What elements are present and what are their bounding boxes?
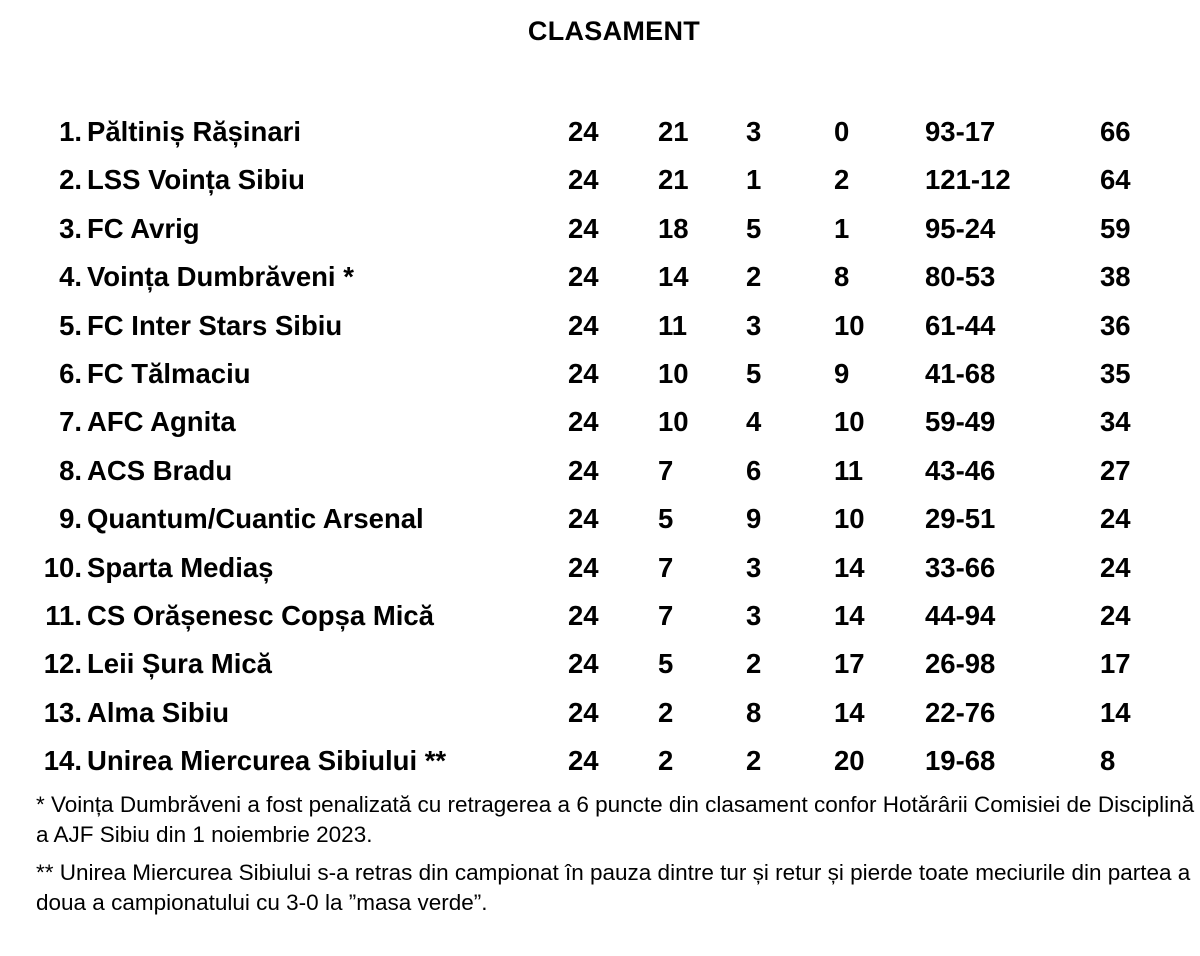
- team-name-cell: ACS Bradu: [87, 454, 233, 486]
- played-cell: 24: [568, 648, 599, 680]
- wins-cell: 5: [658, 648, 674, 680]
- goals-cell: 95-24: [925, 212, 996, 244]
- footnote-withdrawal: ** Unirea Miercurea Sibiului s-a retras din campionat în pauza dintre tur și retur și pierde toate meciurile din partea a doua a campionatului cu 3-0 la ”masa verde”.: [36, 860, 1191, 915]
- goals-cell: 22-76: [925, 696, 996, 728]
- losses-cell: 10: [834, 309, 865, 341]
- wins-cell: 10: [658, 406, 689, 438]
- goals-cell: 26-98: [925, 648, 996, 680]
- page-title: CLASAMENT: [527, 16, 701, 46]
- position-cell: 3.: [59, 212, 82, 244]
- played-cell: 24: [568, 357, 599, 389]
- standings-table: [0, 110, 1200, 787]
- played-cell: 24: [568, 261, 599, 293]
- draws-cell: 6: [746, 454, 762, 486]
- wins-cell: 14: [658, 261, 689, 293]
- position-cell: 6.: [59, 357, 82, 389]
- wins-cell: 7: [658, 599, 674, 631]
- points-cell: 17: [1100, 648, 1131, 680]
- played-cell: 24: [568, 212, 599, 244]
- draws-cell: 3: [746, 551, 762, 583]
- played-cell: 24: [568, 599, 599, 631]
- table-row: [0, 352, 1200, 400]
- goals-cell: 19-68: [925, 745, 996, 777]
- goals-cell: 80-53: [925, 261, 996, 293]
- draws-cell: 5: [746, 357, 762, 389]
- draws-cell: 2: [746, 261, 762, 293]
- goals-cell: 33-66: [925, 551, 996, 583]
- draws-cell: 2: [746, 745, 762, 777]
- team-name-cell: FC Inter Stars Sibiu: [87, 309, 343, 341]
- wins-cell: 21: [658, 164, 689, 196]
- played-cell: 24: [568, 745, 599, 777]
- position-cell: 13.: [43, 696, 82, 728]
- position-cell: 4.: [59, 261, 82, 293]
- points-cell: 35: [1100, 357, 1131, 389]
- points-cell: 24: [1100, 551, 1131, 583]
- table-row: [0, 739, 1200, 787]
- table-row: [0, 546, 1200, 594]
- losses-cell: 1: [834, 212, 850, 244]
- team-name-cell: Păltiniș Rășinari: [87, 116, 301, 147]
- points-cell: 8: [1100, 745, 1116, 777]
- played-cell: 24: [568, 116, 599, 147]
- table-row: [0, 449, 1200, 497]
- points-cell: 14: [1100, 696, 1131, 728]
- position-cell: 1.: [59, 116, 82, 147]
- position-cell: 11.: [45, 599, 82, 631]
- draws-cell: 8: [746, 696, 762, 728]
- wins-cell: 21: [658, 116, 689, 147]
- draws-cell: 4: [746, 406, 762, 438]
- draws-cell: 9: [746, 503, 762, 535]
- losses-cell: 11: [834, 454, 864, 486]
- points-cell: 38: [1100, 261, 1131, 293]
- table-row: [0, 691, 1200, 739]
- wins-cell: 18: [658, 212, 689, 244]
- draws-cell: 3: [746, 599, 762, 631]
- position-cell: 2.: [59, 164, 82, 196]
- points-cell: 59: [1100, 212, 1131, 244]
- table-row: [0, 304, 1200, 352]
- losses-cell: 8: [834, 261, 850, 293]
- wins-cell: 10: [658, 357, 689, 389]
- position-cell: 9.: [59, 503, 82, 535]
- played-cell: 24: [568, 551, 599, 583]
- draws-cell: 1: [746, 164, 762, 196]
- goals-cell: 121-12: [925, 164, 1011, 196]
- draws-cell: 5: [746, 212, 762, 244]
- table-row: [0, 642, 1200, 690]
- points-cell: 66: [1100, 116, 1131, 147]
- position-cell: 8.: [59, 454, 82, 486]
- points-cell: 27: [1100, 454, 1131, 486]
- wins-cell: 2: [658, 696, 674, 728]
- played-cell: 24: [568, 696, 599, 728]
- goals-cell: 43-46: [925, 454, 996, 486]
- points-cell: 36: [1100, 309, 1131, 341]
- goals-cell: 93-17: [925, 116, 996, 147]
- wins-cell: 2: [658, 745, 674, 777]
- played-cell: 24: [568, 309, 599, 341]
- footnotes: [36, 790, 1196, 926]
- losses-cell: 14: [834, 599, 865, 631]
- losses-cell: 14: [834, 551, 865, 583]
- wins-cell: 11: [658, 309, 688, 341]
- team-name-cell: Unirea Miercurea Sibiului **: [87, 745, 447, 777]
- goals-cell: 61-44: [925, 309, 996, 341]
- wins-cell: 5: [658, 503, 674, 535]
- position-cell: 7.: [59, 406, 82, 438]
- goals-cell: 29-51: [925, 503, 996, 535]
- table-row: [0, 207, 1200, 255]
- losses-cell: 20: [834, 745, 865, 777]
- points-cell: 64: [1100, 164, 1131, 196]
- goals-cell: 44-94: [925, 599, 996, 631]
- table-row: [0, 110, 1200, 158]
- position-cell: 5.: [59, 309, 82, 341]
- position-cell: 10.: [43, 551, 82, 583]
- played-cell: 24: [568, 406, 599, 438]
- goals-cell: 59-49: [925, 406, 996, 438]
- draws-cell: 3: [746, 309, 762, 341]
- table-row: [0, 497, 1200, 545]
- team-name-cell: Alma Sibiu: [87, 696, 230, 728]
- losses-cell: 10: [834, 503, 865, 535]
- losses-cell: 17: [834, 648, 865, 680]
- points-cell: 24: [1100, 503, 1131, 535]
- draws-cell: 2: [746, 648, 762, 680]
- draws-cell: 3: [746, 116, 762, 147]
- team-name-cell: Leii Șura Mică: [87, 648, 272, 680]
- footnote-penalty: * Voința Dumbrăveni a fost penalizată cu retragerea a 6 puncte din clasament confor Hotărârii Comisiei de Disciplină a AJF Sibiu din 1 noiembrie 2023.: [36, 792, 1195, 847]
- points-cell: 24: [1100, 599, 1131, 631]
- played-cell: 24: [568, 164, 599, 196]
- table-row: [0, 255, 1200, 303]
- table-row: [0, 158, 1200, 206]
- position-cell: 12.: [43, 648, 82, 680]
- losses-cell: 0: [834, 116, 850, 147]
- team-name-cell: FC Avrig: [87, 212, 200, 244]
- points-cell: 34: [1100, 406, 1131, 438]
- team-name-cell: Sparta Mediaș: [87, 551, 274, 583]
- team-name-cell: AFC Agnita: [87, 406, 236, 438]
- team-name-cell: CS Orășenesc Copșa Mică: [87, 599, 434, 631]
- table-row: [0, 594, 1200, 642]
- team-name-cell: FC Tălmaciu: [87, 357, 251, 389]
- losses-cell: 10: [834, 406, 865, 438]
- team-name-cell: Quantum/Cuantic Arsenal: [87, 503, 424, 535]
- goals-cell: 41-68: [925, 357, 996, 389]
- wins-cell: 7: [658, 551, 674, 583]
- played-cell: 24: [568, 503, 599, 535]
- played-cell: 24: [568, 454, 599, 486]
- losses-cell: 9: [834, 357, 850, 389]
- position-cell: 14.: [43, 745, 82, 777]
- table-row: [0, 400, 1200, 448]
- losses-cell: 14: [834, 696, 865, 728]
- losses-cell: 2: [834, 164, 850, 196]
- team-name-cell: Voința Dumbrăveni *: [87, 261, 354, 293]
- team-name-cell: LSS Voința Sibiu: [87, 164, 305, 196]
- wins-cell: 7: [658, 454, 674, 486]
